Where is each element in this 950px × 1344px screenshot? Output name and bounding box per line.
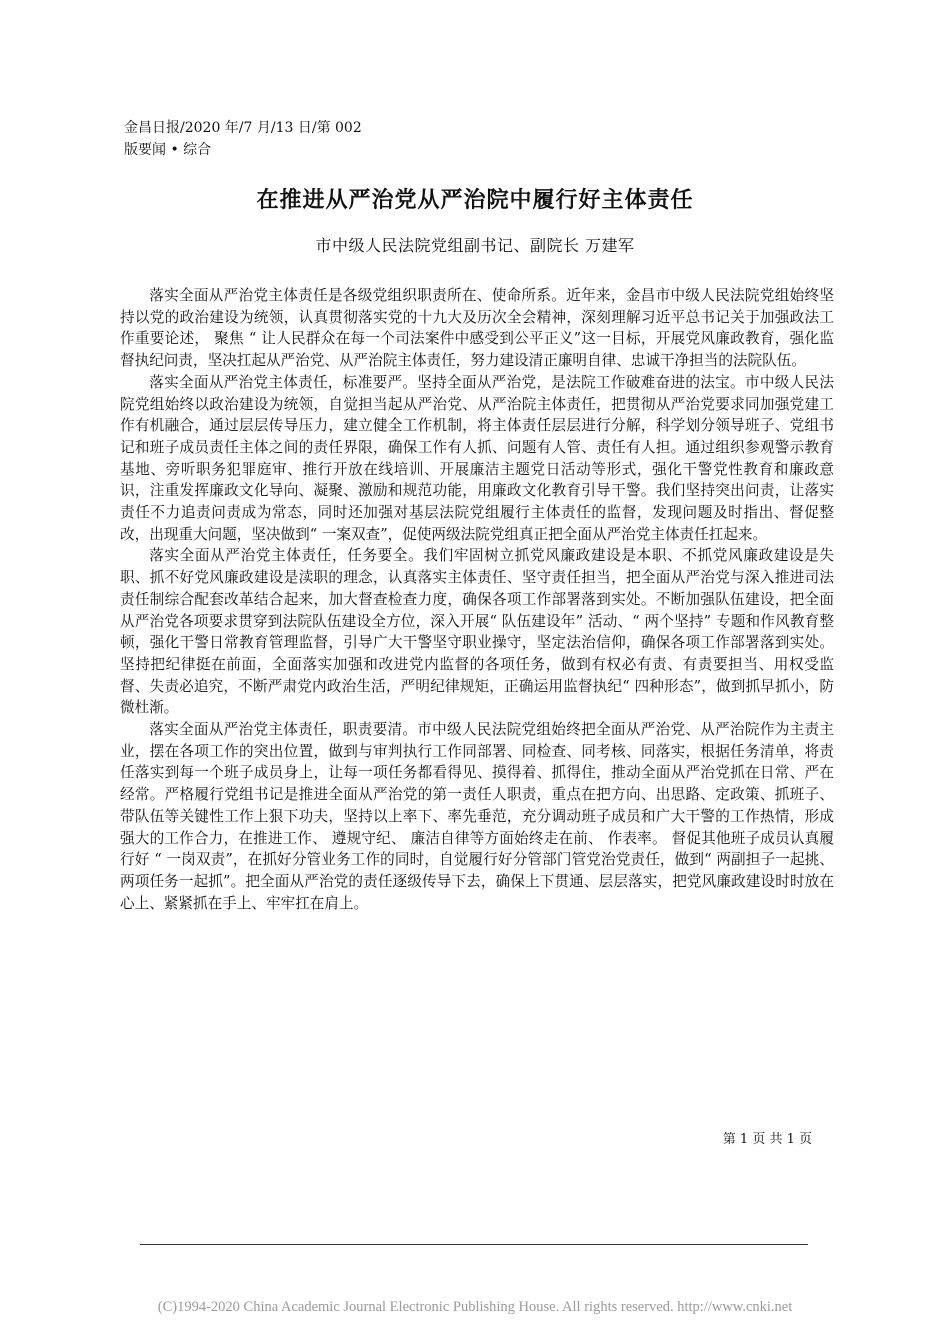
footer-divider	[140, 1244, 808, 1245]
source-line-section: 版要闻 • 综合	[124, 142, 212, 158]
copyright-notice: (C)1994-2020 China Academic Journal Electronic Publishing House. All rights reserved. http://www.cnki.net	[157, 1299, 793, 1315]
article-title: 在推进从严治党从严治院中履行好主体责任	[256, 188, 694, 213]
source-line-date: 金昌日报/2020 年/7 月/13 日/第 002	[124, 120, 362, 136]
page-number: 第 1 页 共 1 页	[722, 1132, 812, 1147]
article-byline: 市中级人民法院党组副书记、副院长 万建军	[315, 236, 635, 255]
article-paragraph: 落实全面从严治党主体责任是各级党组织职责所在、使命所系。近年来，金昌市中级人民法院党组始终坚持以党的政治建设为统领，认真贯彻落实党的十九大及历次全会精神，深刻理解习近平总书记关于加强政法工作重要论述， 聚焦 “ 让人民群众在每一个司法案件中感受到公平正义”这一目标，开展党风廉政教育，强化监督执纪问责，坚决扛起从严治党、从严治院主体责任，努力建设清正廉明自律、忠诚干净担当的法院队伍。	[120, 287, 834, 370]
article-paragraph: 落实全面从严治党主体责任，标准要严。坚持全面从严治党，是法院工作破难奋进的法宝。市中级人民法院党组始终以政治建设为统领，自觉担当起从严治党、从严治院主体责任，把贯彻从严治党要求同加强党建工作有机融合，通过层层传导压力，建立健全工作机制，将主体责任层层进行分解，科学划分领导班子、党组书记和班子成员责任主体之间的责任界限，确保工作有人抓、问题有人管、责任有人担。通过组织参观警示教育基地、旁听职务犯罪庭审、推行开放在线培训、开展廉洁主题党日活动等形式，强化干警党性教育和廉政意识，注重发挥廉政文化导向、凝聚、激励和规范功能，用廉政文化教育引导干警。我们坚持突出问责，让落实责任不力追责问责成为常态，同时还加强对基层法院党组履行主体责任的监督，发现问题及时指出、督促整改，出现重大问题，坚决做到“ 一案双查”，促使两级法院党组真正把全面从严治党主体责任扛起来。	[120, 373, 834, 543]
article-body	[120, 285, 834, 914]
article-paragraph: 落实全面从严治党主体责任，任务要全。我们牢固树立抓党风廉政建设是本职、不抓党风廉政建设是失职、抓不好党风廉政建设是渎职的理念，认真落实主体责任、坚守责任担当，把全面从严治党与深入推进司法责任制综合配套改革结合起来，加大督查检查力度，确保各项工作部署落到实处。不断加强队伍建设，把全面从严治党各项要求贯穿到法院队伍建设全方位，深入开展“ 队伍建设年” 活动、“ 两个坚持” 专题和作风教育整顿，强化干警日常教育管理监督，引导广大干警坚守职业操守，坚定法治信仰，确保各项工作部署落到实处。坚持把纪律挺在前面，全面落实加强和改进党内监督的各项任务，做到有权必有责、有责要担当、用权受监督、失责必追究，不断严肃党内政治生活，严明纪律规矩，正确运用监督执纪“ 四种形态”，做到抓早抓小，防微杜渐。	[120, 547, 834, 717]
article-paragraph: 落实全面从严治党主体责任，职责要清。市中级人民法院党组始终把全面从严治党、从严治院作为主责主业，摆在各项工作的突出位置，做到与审判执行工作同部署、同检查、同考核、同落实，根据任务清单，将责任落实到每一个班子成员身上，让每一项任务都看得见、摸得着、抓得住，推动全面从严治党抓在日常、严在经常。严格履行党组书记是推进全面从严治党的第一责任人职责，重点在把方向、出思路、定政策、抓班子、带队伍等关键性工作上狠下功夫，坚持以上率下、率先垂范，充分调动班子成员和广大干警的工作热情，形成强大的工作合力，在推进工作、 遵规守纪、 廉洁自律等方面始终走在前、 作表率。 督促其他班子成员认真履行好 “ 一岗双责”，在抓好分管业务工作的同时，自觉履行好分管部门管党治党责任，做到“ 两副担子一起挑、两项任务一起抓”。把全面从严治党的责任逐级传导下去，确保上下贯通、层层落实，把党风廉政建设时时放在心上、紧紧抓在手上、牢牢扛在肩上。	[120, 721, 834, 912]
